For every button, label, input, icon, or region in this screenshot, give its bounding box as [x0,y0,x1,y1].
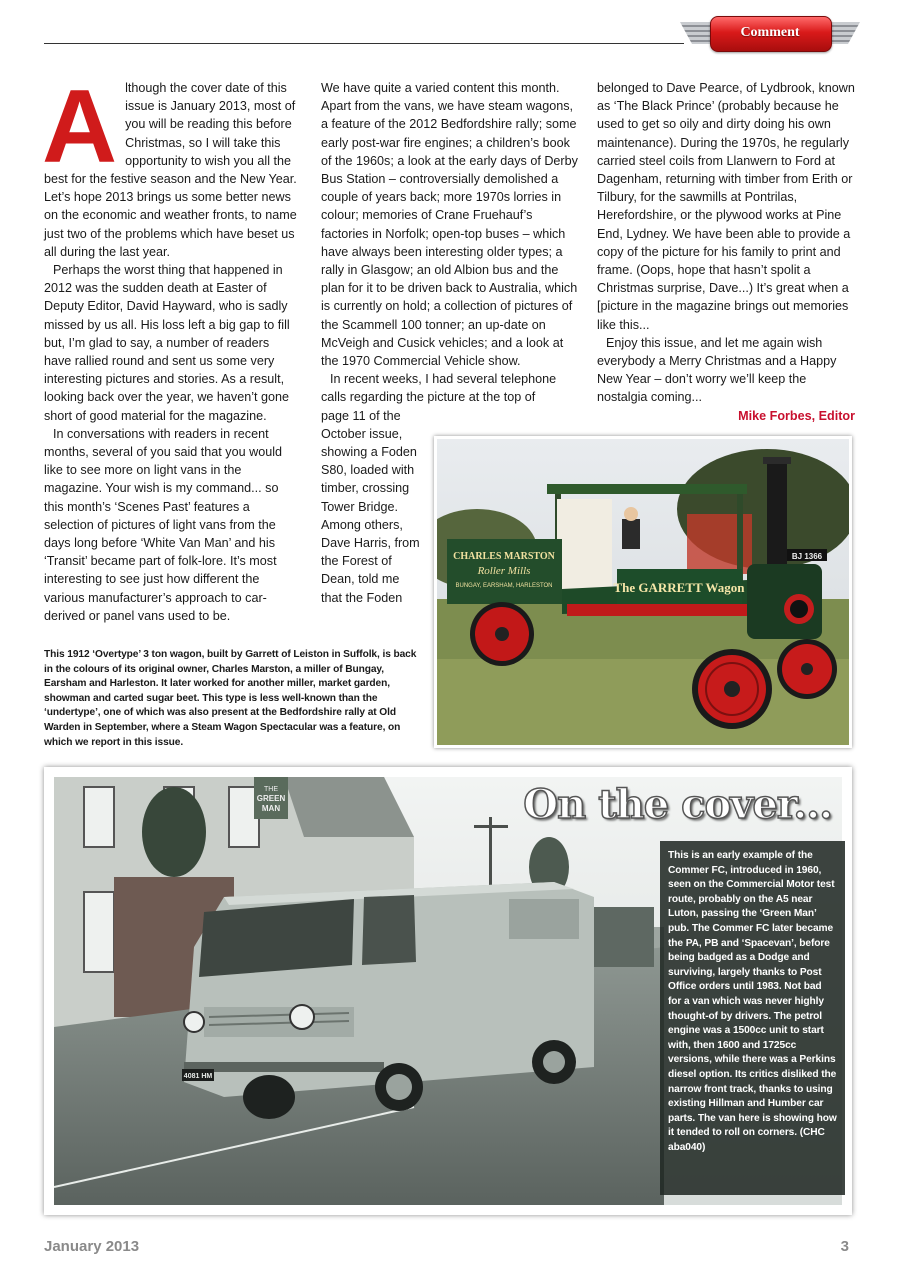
article-column-3 [597,79,855,425]
footer-issue: January 2013 [44,1238,140,1255]
paragraph-text: lthough the cover date of this issue is January 2013, most of you will be reading this before Christmas, so I will take this opportunity to wish you all the best for the festive season and the New Year. Let’s hope 2013 brings us some better news on the economic and weather fronts, to name just two of the problems which have beset us all during the last year. [44,81,297,259]
header-rule [44,43,684,44]
wagon-sign-towns: BUNGAY, EARSHAM, HARLESTON [455,583,553,589]
article-paragraph [42,69,299,261]
pub-sign-line2: GREEN [256,794,286,803]
article-paragraph-wrap: page 11 of the October issue, showing a Foden S80, loaded with timber, crossing Tower Bridge. Among others, Dave Harris, from the Forest of Dean, told me that the Foden [321,408,420,605]
drop-cap: A [42,69,118,185]
cover-caption: This is an early example of the Commer FC, introduced in 1960, seen on the Commercial Motor test route, probably on the A5 near Luton, passing the ‘Green Man’ pub. The Commer FC later became the PA, PB and ‘Spacevan’, before being badged as a Dodge and surviving, largely thanks to Post Office orders until 1983. Not bad for a van which was never highly thought-of by drivers. The petrol engine was a 1500cc unit to start with, then 1600 and 1725cc versions, while there was a Perkins diesel option. Its critics disliked the narrow front track, thanks to using existing Hillman and Humber car parts. The van here is showing how it tended to roll on corners. (CHC aba040) [660,841,845,1195]
footer-page-number: 3 [840,1238,849,1255]
steam-wagon-photo [434,436,852,748]
steam-wagon-caption: This 1912 ‘Overtype’ 3 ton wagon, built by Garrett of Leiston in Suffolk, is back in the colours of its original owner, Charles Marston, a miller of Bungay, Earsham and Harleston. It later worked for another miller, market garden, showman and carted sugar beet. This type is less well-known than the ‘undertype’, one of which was also present at the Bedfordshire rally at Old Warden in September, where a Steam Wagon Spectacular was a feature, on which we report in this issue. [44,649,417,748]
wagon-steer-wheel [777,639,837,699]
wagon-rear-wheel [470,602,534,666]
steam-wagon-illustration [437,439,849,745]
wagon-front-wheel [692,649,772,729]
article-paragraph: Enjoy this issue, and let me again wish everybody a Merry Christmas and a Happy New Year – don’t worry we’ll keep the nostalgia coming... [597,335,837,405]
wagon-plate: BJ 1366 [791,552,823,561]
article-paragraph: belonged to Dave Pearce, of Lydbrook, known as ‘The Black Prince’ (probably because he used to get so oily and dirty doing his own maintenance). During the 1970s, he regularly carried steel coils from Llanwern to Ford at Dagenham, returning with timber from Erith or Tilbury, for the sawmills at Pontrilas, Herefordshire, or the plywood works at Pine End, Lydney. We have been able to provide a copy of the picture for his family to print and frame. (Oops, hope that hasn’t spolit a Christmas surprise, Dave...) It’s great when a [picture in the magazine brings out memories like this... [597,81,855,332]
wagon-sign-name: CHARLES MARSTON [453,551,555,562]
article-paragraph: In recent weeks, I had several telephone calls regarding the picture at the top of [321,372,557,405]
article-paragraph: Perhaps the worst thing that happened in 2012 was the sudden death at Easter of Deputy Editor, David Hayward, who is sadly missed by us all. His loss left a big gap to fill but, I’m glad to say, a number of readers have rallied round and sent us some very interesting pictures and stories. As a result, looking back over the year, we haven’t gone short of good material for the magazine. [44,263,290,423]
section-badge [680,16,860,52]
article-column-1 [42,69,299,625]
wagon-sign-mills: Roller Mills [477,565,531,577]
pub-sign-line1: THE [264,786,278,793]
editor-signature: Mike Forbes, Editor [738,408,855,423]
van-plate: 4081 HM [183,1073,213,1080]
section-label: Comment [740,25,800,40]
article-paragraph: We have quite a varied content this month. Apart from the vans, we have steam wagons, a feature of the 2012 Bedfordshire rally; some early post-war fire engines; a children’s book of the 1960s; a look at the early days of Derby Bus Station – controversially demolished a couple of years back; more 1970s lorries in colour; memories of Crane Fruehauf’s factories in Norfolk; open-top buses – which have always been interesting older types; a rally in Glasgow; an old Albion bus and the plan for it to be driven back to Australia, which is currently on hold; a collection of pictures of the Scammell 100 tonner; an up-date on McVeigh and Cusick vehicles; and a look at the 1970 Commercial Vehicle show. [321,81,578,369]
pub-sign-line3: MAN [261,804,281,813]
cover-feature [44,767,852,1215]
cover-title: On the cover... [523,781,832,828]
wagon-side-text: The GARRETT Wagon [613,580,745,595]
article-paragraph: In conversations with readers in recent months, several of you said that you would like to see more on light vans in the magazine. Your wish is my command... so this month’s ‘Scenes Past’ features a selection of pictures of light vans from the days long before ‘White Van Man’ and his ‘Transit’ became part of folk-lore. It’s most interesting to see just how different the various manufacturer’s approach to car-derived or panel vans used to be. [44,426,283,623]
